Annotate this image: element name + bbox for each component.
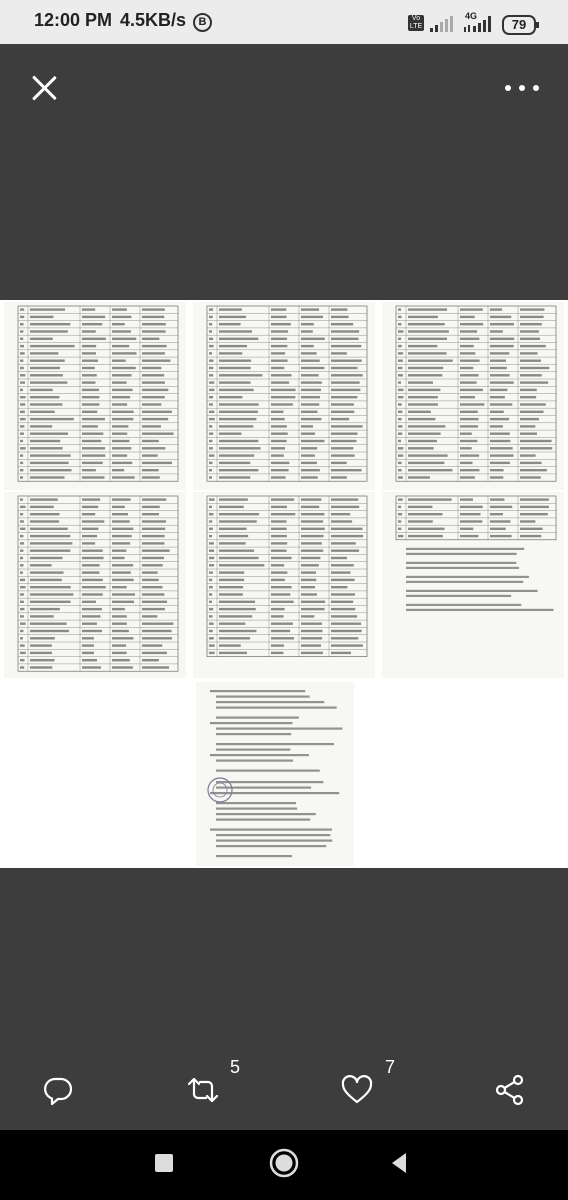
retweet-count: 5 [230, 1057, 241, 1077]
status-bar [0, 0, 568, 44]
document-page-image-5 [193, 492, 375, 678]
volte-icon: Vo LTE [409, 15, 423, 30]
document-page-7 [196, 682, 354, 866]
document-page-6 [382, 492, 564, 678]
viewer-top-bar [0, 44, 568, 134]
tweet-action-bar [0, 1050, 568, 1130]
heart-icon[interactable] [340, 1072, 374, 1108]
tweet-image[interactable] [0, 300, 568, 868]
document-page-1 [4, 302, 186, 490]
close-icon[interactable] [28, 72, 60, 104]
document-page-image-4 [4, 492, 186, 678]
more-options-icon[interactable] [505, 82, 541, 94]
battery-icon: 79 [502, 15, 536, 35]
status-time: 12:00 PM [34, 10, 113, 30]
like-count: 7 [385, 1057, 396, 1077]
back-triangle-icon[interactable] [388, 1151, 412, 1175]
home-circle-icon[interactable] [268, 1147, 300, 1179]
document-page-image-1 [4, 302, 186, 490]
status-network-speed: 4.5KB/s [120, 10, 187, 30]
network-type: 4G [465, 11, 478, 21]
document-page-image-3 [382, 302, 564, 490]
document-page-4 [4, 492, 186, 678]
document-page-3 [382, 302, 564, 490]
document-page-2 [193, 302, 375, 490]
document-page-image-7 [196, 682, 354, 866]
signal-strength-icon-2 [464, 14, 494, 32]
recents-square-icon[interactable] [153, 1152, 175, 1174]
share-icon[interactable] [494, 1072, 526, 1108]
document-page-image-6 [382, 492, 564, 678]
b-badge-icon: B [193, 13, 212, 32]
document-page-image-2 [193, 302, 375, 490]
reply-icon[interactable] [42, 1072, 74, 1108]
document-page-5 [193, 492, 375, 678]
navigation-bar [0, 1130, 568, 1200]
signal-strength-icon [430, 14, 454, 32]
retweet-icon[interactable] [186, 1072, 220, 1108]
